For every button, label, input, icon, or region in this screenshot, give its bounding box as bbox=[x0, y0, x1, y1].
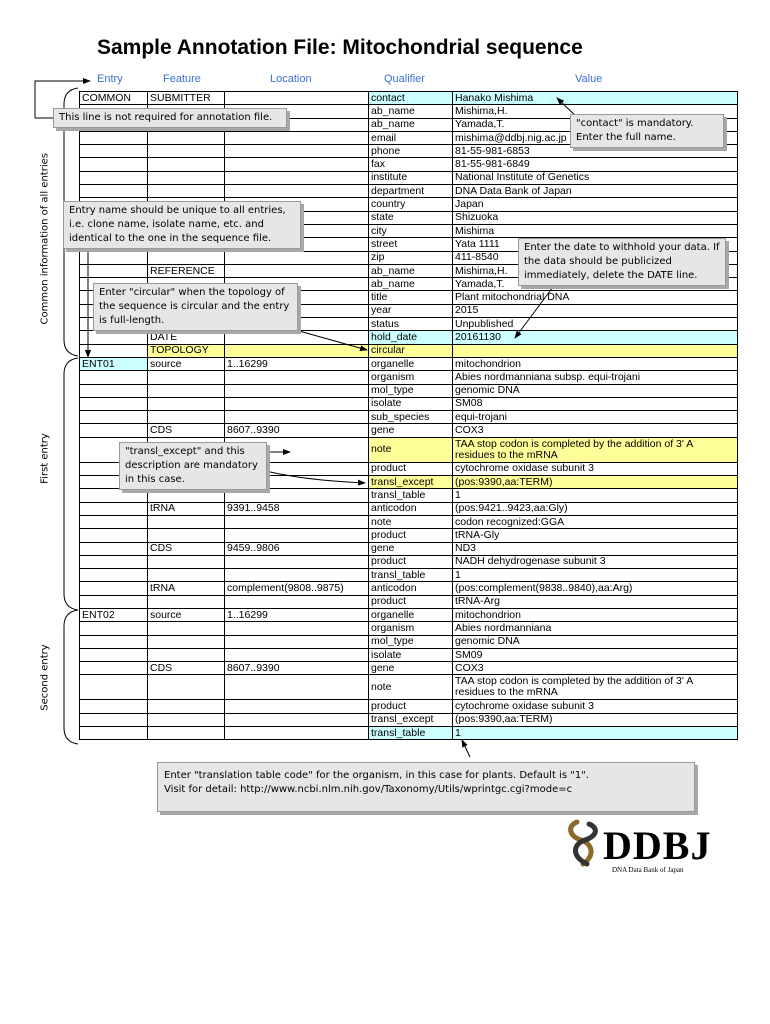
note-hold-date: Enter the date to withhold your data. If the data should be publicized immediately, delete the DATE line. bbox=[518, 238, 726, 286]
value-cell: Yata 1111 bbox=[453, 238, 738, 251]
value-cell: Shizuoka bbox=[453, 211, 738, 224]
qualifier-cell: organism bbox=[369, 622, 453, 635]
qualifier-cell: country bbox=[369, 198, 453, 211]
feature-cell: DATE bbox=[148, 331, 225, 344]
qualifier-cell: status bbox=[369, 318, 453, 331]
value-cell: equi-trojani bbox=[453, 411, 738, 424]
qualifier-cell: anticodon bbox=[369, 582, 453, 595]
location-cell: 9391..9458 bbox=[225, 502, 369, 515]
feature-cell: SUBMITTER bbox=[148, 92, 225, 105]
qualifier-cell: product bbox=[369, 529, 453, 542]
value-cell: ND3 bbox=[453, 542, 738, 555]
value-cell: SM08 bbox=[453, 397, 738, 410]
location-cell: 1..16299 bbox=[225, 608, 369, 621]
value-cell: COX3 bbox=[453, 662, 738, 675]
value-cell: 1 bbox=[453, 489, 738, 502]
value-cell: mitochondrion bbox=[453, 357, 738, 370]
ddbj-logo-icon bbox=[565, 818, 605, 870]
value-cell: Plant mitochondrial DNA bbox=[453, 291, 738, 304]
value-cell: Mishima bbox=[453, 224, 738, 237]
qualifier-cell: contact bbox=[369, 92, 453, 105]
note-circular: Enter "circular" when the topology of the sequence is circular and the entry is full-length. bbox=[93, 283, 298, 331]
entry-cell: ENT02 bbox=[80, 608, 148, 621]
qualifier-cell: note bbox=[369, 437, 453, 462]
qualifier-cell: department bbox=[369, 185, 453, 198]
qualifier-cell: gene bbox=[369, 542, 453, 555]
qualifier-cell: product bbox=[369, 700, 453, 713]
qualifier-cell: organelle bbox=[369, 608, 453, 621]
qualifier-cell: institute bbox=[369, 171, 453, 184]
qualifier-cell: ab_name bbox=[369, 278, 453, 291]
value-cell: Mishima,H. bbox=[453, 264, 738, 277]
value-cell: 411-8540 bbox=[453, 251, 738, 264]
qualifier-cell: street bbox=[369, 238, 453, 251]
ddbj-logo-text: DDBJ bbox=[603, 823, 712, 868]
qualifier-cell: hold_date bbox=[369, 331, 453, 344]
value-cell: DNA Data Bank of Japan bbox=[453, 185, 738, 198]
value-cell: genomic DNA bbox=[453, 384, 738, 397]
note-transl-table-line2: Visit for detail: http://www.ncbi.nlm.nih.gov/Taxonomy/Utils/wprintgc.cgi?mode=c bbox=[164, 784, 573, 795]
qualifier-cell: product bbox=[369, 462, 453, 475]
note-not-required: This line is not required for annotation file. bbox=[53, 108, 287, 128]
qualifier-cell: anticodon bbox=[369, 502, 453, 515]
qualifier-cell: city bbox=[369, 224, 453, 237]
page-title: Sample Annotation File: Mitochondrial sequence bbox=[97, 36, 583, 59]
qualifier-cell: phone bbox=[369, 145, 453, 158]
location-cell: complement(9808..9875) bbox=[225, 582, 369, 595]
feature-cell: tRNA bbox=[148, 582, 225, 595]
qualifier-cell: ab_name bbox=[369, 264, 453, 277]
location-cell: 9459..9806 bbox=[225, 542, 369, 555]
qualifier-cell: note bbox=[369, 675, 453, 700]
qualifier-cell: organism bbox=[369, 371, 453, 384]
value-cell: Abies nordmanniana bbox=[453, 622, 738, 635]
feature-cell: CDS bbox=[148, 542, 225, 555]
feature-cell: CDS bbox=[148, 424, 225, 437]
value-cell: genomic DNA bbox=[453, 635, 738, 648]
value-cell: tRNA-Arg bbox=[453, 595, 738, 608]
qualifier-cell: isolate bbox=[369, 648, 453, 661]
note-entry-name: Entry name should be unique to all entries, i.e. clone name, isolate name, etc. and identical to the one in the sequence file. bbox=[63, 201, 301, 249]
qualifier-cell: ab_name bbox=[369, 118, 453, 131]
value-cell: National Institute of Genetics bbox=[453, 171, 738, 184]
qualifier-cell: transl_table bbox=[369, 489, 453, 502]
qualifier-cell: isolate bbox=[369, 397, 453, 410]
value-cell: mishima@ddbj.nig.ac.jp bbox=[453, 131, 738, 144]
header-entry: Entry bbox=[97, 73, 123, 85]
qualifier-cell: year bbox=[369, 304, 453, 317]
value-cell: (pos:complement(9838..9840),aa:Arg) bbox=[453, 582, 738, 595]
side-label-common: Common information of all entries bbox=[39, 153, 51, 325]
qualifier-cell: transl_table bbox=[369, 727, 453, 740]
value-cell: SM09 bbox=[453, 648, 738, 661]
value-cell: TAA stop codon is completed by the addition of 3' A residues to the mRNA bbox=[453, 437, 738, 462]
value-cell: (pos:9390,aa:TERM) bbox=[453, 476, 738, 489]
value-cell: Mishima,H. bbox=[453, 105, 738, 118]
value-cell: Yamada,T. bbox=[453, 278, 738, 291]
location-cell: 1..16299 bbox=[225, 357, 369, 370]
note-transl-except: "transl_except" and this description are mandatory in this case. bbox=[119, 442, 267, 490]
qualifier-cell: organelle bbox=[369, 357, 453, 370]
value-cell: 81-55-981-6853 bbox=[453, 145, 738, 158]
qualifier-cell: transl_except bbox=[369, 476, 453, 489]
value-cell: cytochrome oxidase subunit 3 bbox=[453, 700, 738, 713]
value-cell: NADH dehydrogenase subunit 3 bbox=[453, 555, 738, 568]
feature-cell: source bbox=[148, 357, 225, 370]
qualifier-cell: zip bbox=[369, 251, 453, 264]
qualifier-cell: email bbox=[369, 131, 453, 144]
qualifier-cell: state bbox=[369, 211, 453, 224]
value-cell: 1 bbox=[453, 569, 738, 582]
value-cell: 20161130 bbox=[453, 331, 738, 344]
value-cell: Hanako Mishima bbox=[453, 92, 738, 105]
value-cell: Yamada,T. bbox=[453, 118, 738, 131]
header-value: Value bbox=[575, 73, 603, 85]
value-cell: (pos:9390,aa:TERM) bbox=[453, 713, 738, 726]
side-label-second: Second entry bbox=[39, 644, 51, 711]
qualifier-cell: circular bbox=[369, 344, 453, 357]
qualifier-cell: sub_species bbox=[369, 411, 453, 424]
value-cell: Abies nordmanniana subsp. equi-trojani bbox=[453, 371, 738, 384]
header-feature: Feature bbox=[163, 73, 201, 85]
qualifier-cell: mol_type bbox=[369, 635, 453, 648]
feature-cell: CDS bbox=[148, 662, 225, 675]
value-cell: (pos:9421..9423,aa:Gly) bbox=[453, 502, 738, 515]
value-cell: Japan bbox=[453, 198, 738, 211]
entry-cell: ENT01 bbox=[80, 357, 148, 370]
note-transl-table-line1: Enter "translation table code" for the organism, in this case for plants. Default is "1". bbox=[164, 770, 589, 781]
qualifier-cell: transl_except bbox=[369, 713, 453, 726]
value-cell: COX3 bbox=[453, 424, 738, 437]
location-cell: 8607..9390 bbox=[225, 662, 369, 675]
qualifier-cell: title bbox=[369, 291, 453, 304]
value-cell: Unpublished bbox=[453, 318, 738, 331]
qualifier-cell: transl_table bbox=[369, 569, 453, 582]
feature-cell: REFERENCE bbox=[148, 264, 225, 277]
value-cell: 1 bbox=[453, 727, 738, 740]
value-cell: 2015 bbox=[453, 304, 738, 317]
qualifier-cell: mol_type bbox=[369, 384, 453, 397]
ddbj-logo-subtitle: DNA Data Bank of Japan bbox=[612, 866, 684, 874]
value-cell: TAA stop codon is completed by the addition of 3' A residues to the mRNA bbox=[453, 675, 738, 700]
value-cell: mitochondrion bbox=[453, 608, 738, 621]
value-cell: 81-55-981-6849 bbox=[453, 158, 738, 171]
note-transl-table bbox=[157, 762, 695, 812]
feature-cell: TOPOLOGY bbox=[148, 344, 225, 357]
qualifier-cell: product bbox=[369, 595, 453, 608]
qualifier-cell: gene bbox=[369, 424, 453, 437]
qualifier-cell: ab_name bbox=[369, 105, 453, 118]
side-label-first: First entry bbox=[39, 433, 51, 484]
qualifier-cell: product bbox=[369, 555, 453, 568]
qualifier-cell: fax bbox=[369, 158, 453, 171]
value-cell: codon recognized:GGA bbox=[453, 515, 738, 528]
location-cell: 8607..9390 bbox=[225, 424, 369, 437]
feature-cell: source bbox=[148, 608, 225, 621]
value-cell: tRNA-Gly bbox=[453, 529, 738, 542]
note-contact-mandatory: "contact" is mandatory. Enter the full name. bbox=[570, 114, 724, 148]
value-cell: cytochrome oxidase subunit 3 bbox=[453, 462, 738, 475]
feature-cell: tRNA bbox=[148, 502, 225, 515]
qualifier-cell: note bbox=[369, 515, 453, 528]
qualifier-cell: gene bbox=[369, 662, 453, 675]
entry-cell: COMMON bbox=[80, 92, 148, 105]
header-location: Location bbox=[270, 73, 312, 85]
header-qualifier: Qualifier bbox=[384, 73, 425, 85]
